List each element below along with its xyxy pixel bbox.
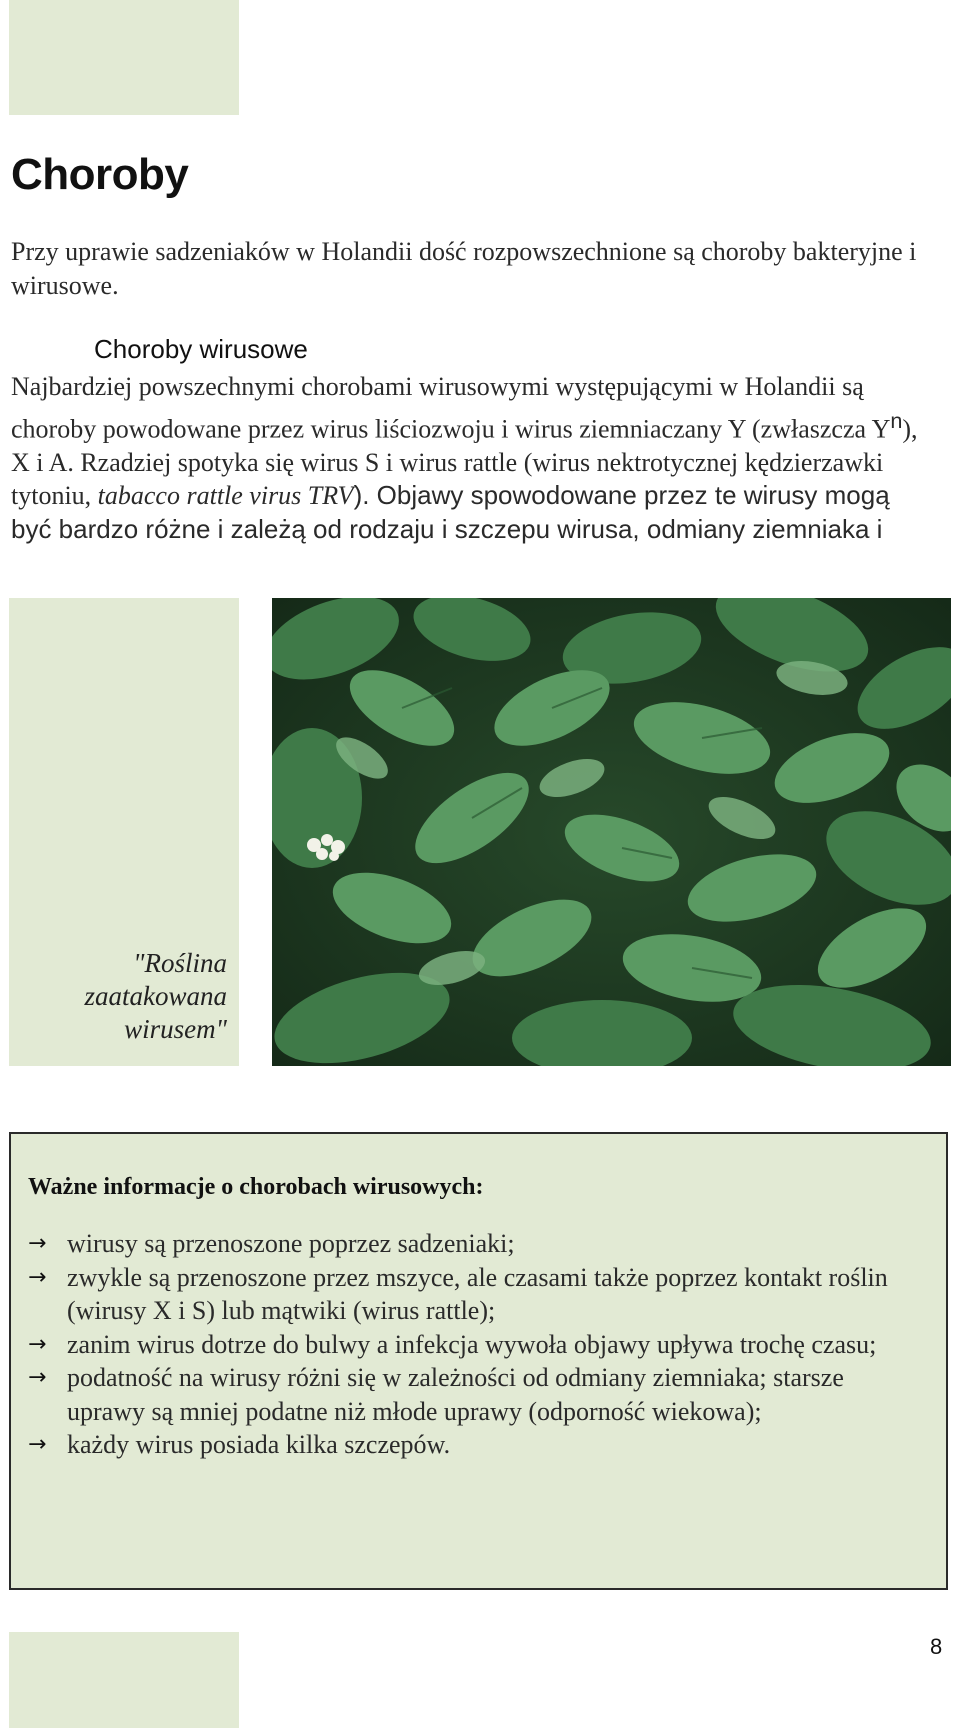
list-item-text: każdy wirus posiada kilka szczepów. [67,1430,451,1459]
virus-text-part-2: ), X i A. Rzadziej spotyka się wirus S i wirus rattle (wirus nektrotycznej kędzierzawki tytoniu, [11,414,918,511]
list-item [28,1361,928,1428]
list-item-text: wirusy są przenoszone poprzez sadzeniaki; [67,1229,515,1258]
list-item-text: zanim wirus dotrze do bulwy a infekcja wywoła objawy upływa trochę czasu; [67,1329,877,1359]
virus-text-part-1: Najbardziej powszechnymi chorobami wirusowymi występującymi w Holandii są choroby powodowane przez wirus liściozwoju i wirus ziemniaczany Y (zwłaszcza Y [11,372,891,444]
info-box-title: Ważne informacje o chorobach wirusowych: [28,1174,484,1200]
arrow-right-icon: → [28,1365,47,1390]
intro-paragraph: Przy uprawie sadzeniaków w Holandii dość rozpowszechnione są choroby bakteryjne i wirusowe. [11,237,917,300]
foliage-illustration [272,598,951,1066]
arrow-right-icon: → [28,1432,47,1457]
info-box [9,1132,948,1590]
info-list [28,1227,928,1462]
list-item-text: podatność na wirusy różni się w zależności od odmiany ziemniaka; starsze uprawy są mniej podatne niż młode uprawy (odporność wiekowa); [67,1363,844,1426]
arrow-right-icon: → [28,1264,47,1290]
section-heading: Choroby wirusowe [94,334,308,364]
superscript-n: n [890,407,903,433]
photo-caption: "Roślina zaatakowana wirusem" [84,948,227,1044]
page-number: 8 [930,1634,943,1659]
page-title: Choroby [11,150,189,199]
arrow-right-icon: → [28,1231,47,1256]
virus-paragraph [11,370,931,546]
virus-text-italic: tabacco rattle virus TRV [97,481,354,511]
caption-panel [9,598,239,1066]
plant-photo [272,598,951,1066]
list-item [28,1227,928,1261]
arrow-right-icon: → [28,1331,47,1357]
list-item [28,1428,928,1462]
decorative-top-block [9,0,239,115]
virus-text-part-3: ). Objawy spowodowane przez te wirusy mogą być bardzo różne i zależą od rodzaju i szczepu wirusa, odmiany ziemniaka i [11,480,890,544]
list-item-text: zwykle są przenoszone przez mszyce, ale czasami także poprzez kontakt roślin (wirusy X i S) lub mątwiki (wirus rattle); [67,1262,888,1325]
decorative-bottom-block [9,1632,239,1728]
list-item [28,1261,928,1328]
list-item [28,1328,928,1362]
